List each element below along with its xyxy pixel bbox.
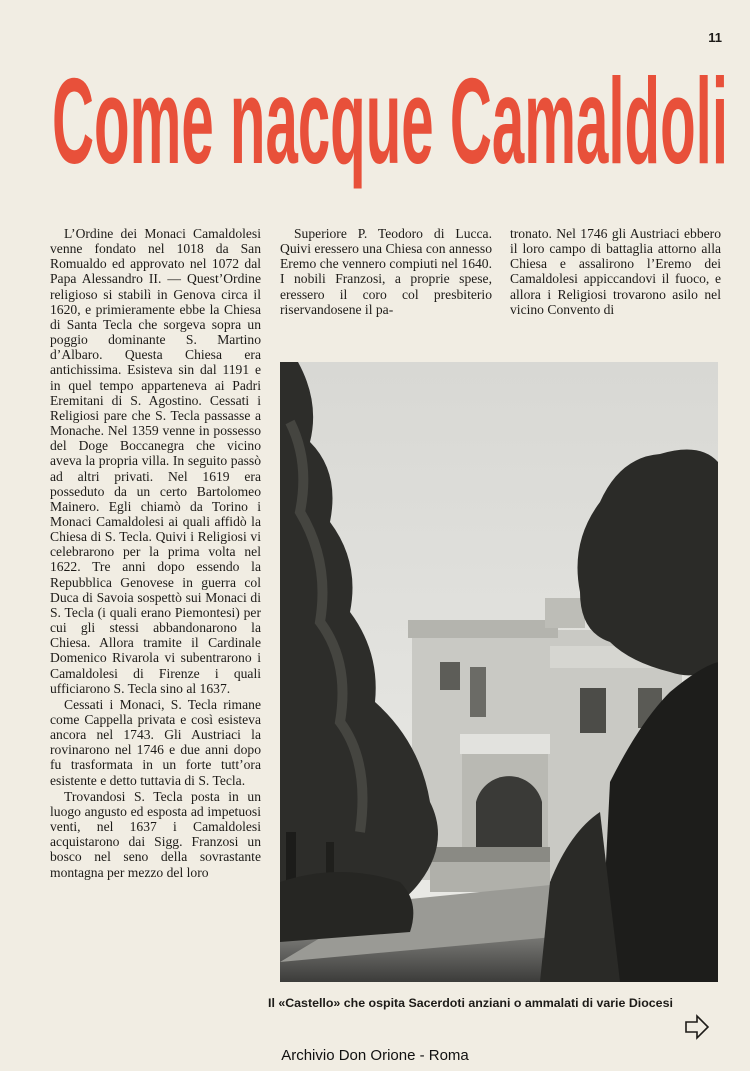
arrow-right-outline-icon	[684, 1014, 710, 1040]
article-paragraph: Superiore P. Teodoro di Lucca. Quivi eressero una Chiesa con annesso Eremo che vennero compiuti nel 1640. I nobili Franzosi, a proprie spese, eressero il coro col presbiterio riservandosene il pa-	[280, 226, 492, 317]
headline-text: Come nacque Camaldoli	[52, 53, 728, 189]
castello-photo	[280, 362, 718, 982]
article-column-1	[50, 226, 261, 880]
photo-caption: Il «Castello» che ospita Sacerdoti anziani o ammalati di varie Diocesi	[268, 996, 673, 1010]
headline	[50, 50, 730, 190]
article-paragraph: Trovandosi S. Tecla posta in un luogo angusto ed esposta ad impetuosi venti, nel 1637 i Camaldolesi acquistarono dai Sigg. Franzosi un bosco nel seno della sovrastante montagna per mezzo del loro	[50, 788, 261, 880]
article-column-2	[280, 226, 492, 317]
article-paragraph: tronato. Nel 1746 gli Austriaci ebbero il loro campo di battaglia attorno alla Chiesa e assalirono l’Eremo dei Camaldolesi appiccandovi il fuoco, e allora i Religiosi trovarono asilo nel vicino Convento di	[510, 226, 721, 317]
article-column-3	[510, 226, 721, 317]
article-paragraph: Cessati i Monaci, S. Tecla rimane come Cappella privata e così esisteva ancora nel 1743. Gli Austriaci la rovinarono nel 1746 e due anni dopo fu trasformata in un forte tutt’ora esistente e detto tuttavia di S. Tecla.	[50, 696, 261, 788]
archive-footer: Archivio Don Orione - Roma	[281, 1047, 469, 1064]
page-number: 11	[708, 30, 722, 45]
article-paragraph: L’Ordine dei Monaci Camaldolesi venne fondato nel 1018 da San Romualdo ed approvato nel 1072 dal Papa Alessandro II. — Quest’Ordine religioso si stabilì in Genova circa il 1620, e primieramente ebbe la Chiesa di Santa Tecla che sorgeva sopra un poggio dominante S. Martino d’Albaro. Questa Chiesa era antichissima. Esisteva sin dal 1191 e in quel tempo apparteneva ai Padri Eremitani di S. Agostino. Cessati i Religiosi pare che S. Tecla passasse a Monache. Nel 1359 venne in possesso del Doge Boccanegra che vicino aveva la propria villa. In seguito passò ad altri privati. Nel 1619 era posseduto da un certo Bartolomeo Mainero. Egli chiamò da Torino i Monaci Camaldolesi ai quali affidò la Chiesa di S. Tecla. Quivi i Religiosi vi celebrarono per la prima volta nel 1622. Tre anni dopo essendo la Repubblica Genovese in guerra col Duca di Savoia sospettò sui Monaci di S. Tecla (i quali erano Piemontesi) per cui gli stessi abbandonarono la Chiesa. Allora tramite il Cardinale Domenico Rivarola vi subentrarono i Camaldolesi di Firenze i quali ufficiarono S. Tecla sino al 1637.	[50, 226, 261, 696]
